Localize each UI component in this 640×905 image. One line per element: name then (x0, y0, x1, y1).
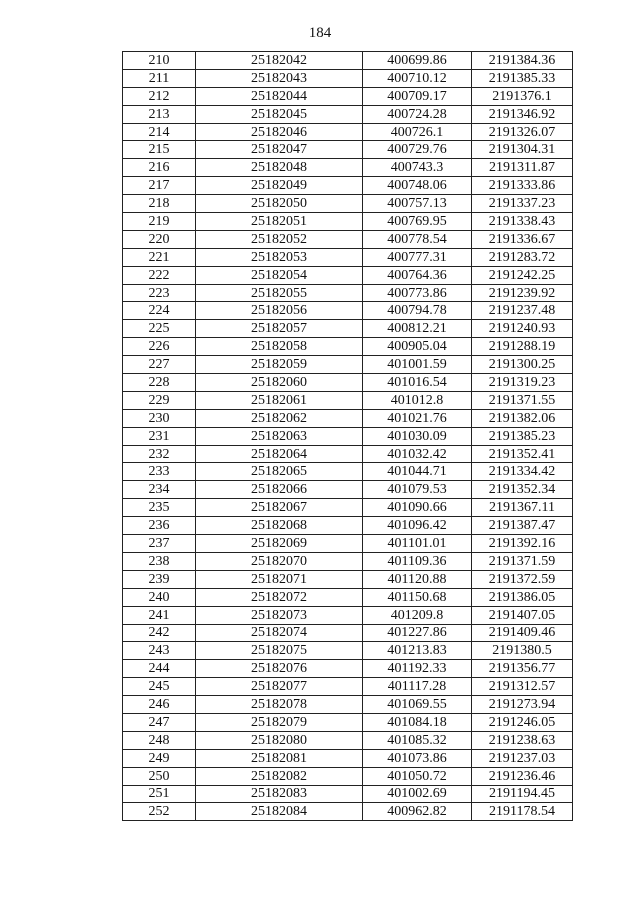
table-row (123, 356, 573, 374)
table-row (123, 159, 573, 177)
point-number-cell: 218 (123, 195, 196, 213)
point-number-cell: 220 (123, 230, 196, 248)
table-row (123, 195, 573, 213)
y-coordinate-cell: 2191372.59 (472, 570, 573, 588)
y-coordinate-cell: 2191242.25 (472, 266, 573, 284)
y-coordinate-cell: 2191333.86 (472, 177, 573, 195)
x-coordinate-cell: 400812.21 (363, 320, 472, 338)
x-coordinate-cell: 401050.72 (363, 767, 472, 785)
point-number-cell: 235 (123, 499, 196, 517)
code-cell: 25182067 (196, 499, 363, 517)
code-cell: 25182066 (196, 481, 363, 499)
code-cell: 25182047 (196, 141, 363, 159)
point-number-cell: 212 (123, 87, 196, 105)
y-coordinate-cell: 2191407.05 (472, 606, 573, 624)
x-coordinate-cell: 401073.86 (363, 749, 472, 767)
code-cell: 25182060 (196, 374, 363, 392)
table-row (123, 391, 573, 409)
point-number-cell: 248 (123, 731, 196, 749)
code-cell: 25182050 (196, 195, 363, 213)
point-number-cell: 252 (123, 803, 196, 821)
x-coordinate-cell: 400778.54 (363, 230, 472, 248)
x-coordinate-cell: 400743.3 (363, 159, 472, 177)
x-coordinate-cell: 401090.66 (363, 499, 472, 517)
code-cell: 25182083 (196, 785, 363, 803)
code-cell: 25182053 (196, 248, 363, 266)
table-row (123, 552, 573, 570)
point-number-cell: 224 (123, 302, 196, 320)
table-row (123, 606, 573, 624)
table-row (123, 213, 573, 231)
x-coordinate-cell: 401002.69 (363, 785, 472, 803)
table-row (123, 767, 573, 785)
code-cell: 25182049 (196, 177, 363, 195)
point-number-cell: 251 (123, 785, 196, 803)
point-number-cell: 221 (123, 248, 196, 266)
code-cell: 25182042 (196, 52, 363, 70)
table-row (123, 284, 573, 302)
y-coordinate-cell: 2191304.31 (472, 141, 573, 159)
y-coordinate-cell: 2191392.16 (472, 535, 573, 553)
code-cell: 25182056 (196, 302, 363, 320)
point-number-cell: 216 (123, 159, 196, 177)
table-row (123, 570, 573, 588)
y-coordinate-cell: 2191178.54 (472, 803, 573, 821)
code-cell: 25182051 (196, 213, 363, 231)
x-coordinate-cell: 401209.8 (363, 606, 472, 624)
table-row (123, 374, 573, 392)
x-coordinate-cell: 401096.42 (363, 517, 472, 535)
y-coordinate-cell: 2191352.34 (472, 481, 573, 499)
point-number-cell: 237 (123, 535, 196, 553)
point-number-cell: 214 (123, 123, 196, 141)
x-coordinate-cell: 401150.68 (363, 588, 472, 606)
table-row (123, 749, 573, 767)
code-cell: 25182064 (196, 445, 363, 463)
x-coordinate-cell: 401016.54 (363, 374, 472, 392)
y-coordinate-cell: 2191371.59 (472, 552, 573, 570)
y-coordinate-cell: 2191380.5 (472, 642, 573, 660)
code-cell: 25182081 (196, 749, 363, 767)
code-cell: 25182080 (196, 731, 363, 749)
table-row (123, 535, 573, 553)
table-row (123, 87, 573, 105)
y-coordinate-cell: 2191311.87 (472, 159, 573, 177)
point-number-cell: 247 (123, 713, 196, 731)
code-cell: 25182078 (196, 696, 363, 714)
x-coordinate-cell: 400773.86 (363, 284, 472, 302)
point-number-cell: 246 (123, 696, 196, 714)
y-coordinate-cell: 2191239.92 (472, 284, 573, 302)
code-cell: 25182052 (196, 230, 363, 248)
y-coordinate-cell: 2191352.41 (472, 445, 573, 463)
y-coordinate-cell: 2191238.63 (472, 731, 573, 749)
y-coordinate-cell: 2191346.92 (472, 105, 573, 123)
y-coordinate-cell: 2191288.19 (472, 338, 573, 356)
table-row (123, 642, 573, 660)
table-row (123, 266, 573, 284)
table-row (123, 445, 573, 463)
x-coordinate-cell: 401032.42 (363, 445, 472, 463)
point-number-cell: 213 (123, 105, 196, 123)
y-coordinate-cell: 2191240.93 (472, 320, 573, 338)
table-row (123, 52, 573, 70)
code-cell: 25182059 (196, 356, 363, 374)
y-coordinate-cell: 2191336.67 (472, 230, 573, 248)
x-coordinate-cell: 401021.76 (363, 409, 472, 427)
code-cell: 25182072 (196, 588, 363, 606)
y-coordinate-cell: 2191386.05 (472, 588, 573, 606)
x-coordinate-cell: 401117.28 (363, 678, 472, 696)
point-number-cell: 239 (123, 570, 196, 588)
point-number-cell: 226 (123, 338, 196, 356)
x-coordinate-cell: 400699.86 (363, 52, 472, 70)
y-coordinate-cell: 2191385.23 (472, 427, 573, 445)
table-row (123, 731, 573, 749)
y-coordinate-cell: 2191409.46 (472, 624, 573, 642)
code-cell: 25182084 (196, 803, 363, 821)
x-coordinate-cell: 400748.06 (363, 177, 472, 195)
x-coordinate-cell: 401213.83 (363, 642, 472, 660)
point-number-cell: 217 (123, 177, 196, 195)
code-cell: 25182071 (196, 570, 363, 588)
point-number-cell: 238 (123, 552, 196, 570)
code-cell: 25182046 (196, 123, 363, 141)
x-coordinate-cell: 401101.01 (363, 535, 472, 553)
point-number-cell: 245 (123, 678, 196, 696)
point-number-cell: 244 (123, 660, 196, 678)
point-number-cell: 219 (123, 213, 196, 231)
code-cell: 25182055 (196, 284, 363, 302)
code-cell: 25182077 (196, 678, 363, 696)
table-row (123, 123, 573, 141)
x-coordinate-cell: 401227.86 (363, 624, 472, 642)
table-row (123, 463, 573, 481)
y-coordinate-cell: 2191273.94 (472, 696, 573, 714)
table-row (123, 302, 573, 320)
table-row (123, 177, 573, 195)
y-coordinate-cell: 2191376.1 (472, 87, 573, 105)
table-row (123, 678, 573, 696)
table-row (123, 427, 573, 445)
code-cell: 25182076 (196, 660, 363, 678)
point-number-cell: 229 (123, 391, 196, 409)
point-number-cell: 222 (123, 266, 196, 284)
point-number-cell: 236 (123, 517, 196, 535)
x-coordinate-cell: 400757.13 (363, 195, 472, 213)
point-number-cell: 241 (123, 606, 196, 624)
code-cell: 25182048 (196, 159, 363, 177)
y-coordinate-cell: 2191300.25 (472, 356, 573, 374)
code-cell: 25182043 (196, 69, 363, 87)
code-cell: 25182063 (196, 427, 363, 445)
y-coordinate-cell: 2191312.57 (472, 678, 573, 696)
point-number-cell: 249 (123, 749, 196, 767)
point-number-cell: 242 (123, 624, 196, 642)
table-row (123, 696, 573, 714)
y-coordinate-cell: 2191384.36 (472, 52, 573, 70)
page-number: 184 (308, 25, 332, 41)
table-row (123, 517, 573, 535)
code-cell: 25182045 (196, 105, 363, 123)
point-number-cell: 211 (123, 69, 196, 87)
point-number-cell: 250 (123, 767, 196, 785)
y-coordinate-cell: 2191237.48 (472, 302, 573, 320)
x-coordinate-cell: 400710.12 (363, 69, 472, 87)
point-number-cell: 230 (123, 409, 196, 427)
y-coordinate-cell: 2191246.05 (472, 713, 573, 731)
x-coordinate-cell: 400794.78 (363, 302, 472, 320)
y-coordinate-cell: 2191319.23 (472, 374, 573, 392)
code-cell: 25182061 (196, 391, 363, 409)
table-row (123, 409, 573, 427)
table-row (123, 105, 573, 123)
code-cell: 25182075 (196, 642, 363, 660)
code-cell: 25182065 (196, 463, 363, 481)
x-coordinate-cell: 400764.36 (363, 266, 472, 284)
code-cell: 25182070 (196, 552, 363, 570)
x-coordinate-cell: 401079.53 (363, 481, 472, 499)
x-coordinate-cell: 400709.17 (363, 87, 472, 105)
x-coordinate-cell: 401084.18 (363, 713, 472, 731)
y-coordinate-cell: 2191326.07 (472, 123, 573, 141)
y-coordinate-cell: 2191236.46 (472, 767, 573, 785)
code-cell: 25182054 (196, 266, 363, 284)
table-row (123, 499, 573, 517)
coordinates-table (122, 51, 573, 821)
table-row (123, 785, 573, 803)
y-coordinate-cell: 2191283.72 (472, 248, 573, 266)
x-coordinate-cell: 401001.59 (363, 356, 472, 374)
point-number-cell: 234 (123, 481, 196, 499)
code-cell: 25182074 (196, 624, 363, 642)
point-number-cell: 231 (123, 427, 196, 445)
table-row (123, 141, 573, 159)
y-coordinate-cell: 2191387.47 (472, 517, 573, 535)
x-coordinate-cell: 401044.71 (363, 463, 472, 481)
table-row (123, 69, 573, 87)
table-row (123, 230, 573, 248)
point-number-cell: 227 (123, 356, 196, 374)
y-coordinate-cell: 2191371.55 (472, 391, 573, 409)
x-coordinate-cell: 401030.09 (363, 427, 472, 445)
y-coordinate-cell: 2191194.45 (472, 785, 573, 803)
point-number-cell: 232 (123, 445, 196, 463)
x-coordinate-cell: 400726.1 (363, 123, 472, 141)
x-coordinate-cell: 400905.04 (363, 338, 472, 356)
table-body (123, 52, 573, 821)
table-row (123, 803, 573, 821)
code-cell: 25182044 (196, 87, 363, 105)
table-row (123, 338, 573, 356)
y-coordinate-cell: 2191356.77 (472, 660, 573, 678)
x-coordinate-cell: 400769.95 (363, 213, 472, 231)
x-coordinate-cell: 400777.31 (363, 248, 472, 266)
point-number-cell: 240 (123, 588, 196, 606)
point-number-cell: 228 (123, 374, 196, 392)
x-coordinate-cell: 400962.82 (363, 803, 472, 821)
x-coordinate-cell: 401069.55 (363, 696, 472, 714)
table-row (123, 248, 573, 266)
y-coordinate-cell: 2191337.23 (472, 195, 573, 213)
x-coordinate-cell: 400729.76 (363, 141, 472, 159)
x-coordinate-cell: 401109.36 (363, 552, 472, 570)
point-number-cell: 215 (123, 141, 196, 159)
point-number-cell: 210 (123, 52, 196, 70)
table-row (123, 660, 573, 678)
table-row (123, 588, 573, 606)
x-coordinate-cell: 400724.28 (363, 105, 472, 123)
code-cell: 25182058 (196, 338, 363, 356)
code-cell: 25182069 (196, 535, 363, 553)
y-coordinate-cell: 2191367.11 (472, 499, 573, 517)
table-row (123, 481, 573, 499)
code-cell: 25182079 (196, 713, 363, 731)
code-cell: 25182068 (196, 517, 363, 535)
table-row (123, 624, 573, 642)
x-coordinate-cell: 401120.88 (363, 570, 472, 588)
code-cell: 25182073 (196, 606, 363, 624)
point-number-cell: 223 (123, 284, 196, 302)
table-row (123, 320, 573, 338)
y-coordinate-cell: 2191237.03 (472, 749, 573, 767)
x-coordinate-cell: 401012.8 (363, 391, 472, 409)
code-cell: 25182062 (196, 409, 363, 427)
table-row (123, 713, 573, 731)
code-cell: 25182057 (196, 320, 363, 338)
code-cell: 25182082 (196, 767, 363, 785)
point-number-cell: 243 (123, 642, 196, 660)
point-number-cell: 225 (123, 320, 196, 338)
y-coordinate-cell: 2191338.43 (472, 213, 573, 231)
y-coordinate-cell: 2191382.06 (472, 409, 573, 427)
y-coordinate-cell: 2191385.33 (472, 69, 573, 87)
x-coordinate-cell: 401085.32 (363, 731, 472, 749)
x-coordinate-cell: 401192.33 (363, 660, 472, 678)
y-coordinate-cell: 2191334.42 (472, 463, 573, 481)
point-number-cell: 233 (123, 463, 196, 481)
